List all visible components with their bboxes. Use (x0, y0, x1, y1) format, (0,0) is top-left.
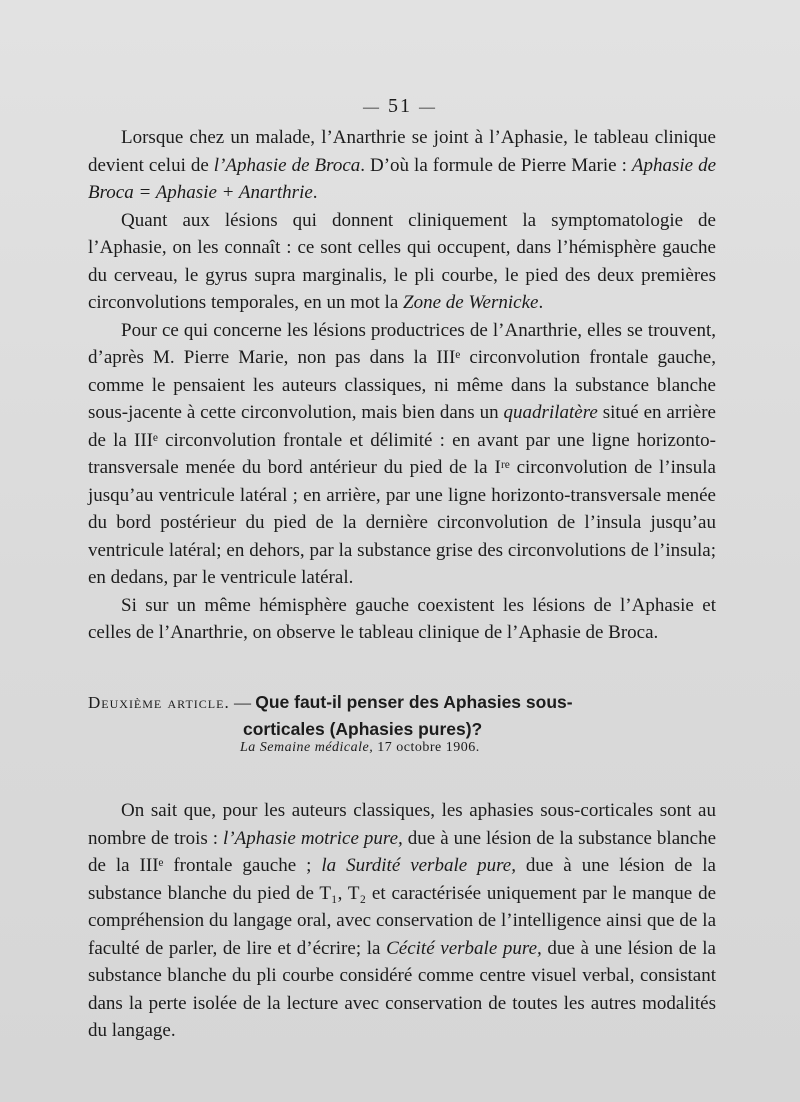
text-run: due à une lésion de la substance blanche du pied de T₁, T₂ et caractérisée uniquement par le manque de compréhension du langage oral, avec conservation de l’intelligence ainsi que de la faculté de parler, de lire et d’écrire; la (88, 855, 716, 959)
page-number (0, 95, 800, 118)
paragraph-broca (88, 124, 716, 207)
text-run: due à une lésion de la substance blanche du pli courbe considéré comme centre visuel verbal, consistant dans la perte isolée de la lecture avec conservation de toutes les autres modalités du langage. (88, 937, 716, 1041)
article-title-part2: corticales (Aphasies pures)? (243, 719, 483, 739)
page-number-dash-right: — (419, 99, 437, 116)
section-anarthrie (88, 124, 716, 647)
paragraph-aphasies-sous-corticales (88, 797, 716, 1045)
page-number-dash-left: — (363, 99, 381, 116)
heading-line-1 (88, 689, 716, 716)
section-aphasies-pures (88, 797, 716, 1045)
text-run: situé en arrière de la IIIᵉ circonvolution frontale et délimité : en avant par une ligne horizonto-transversale menée du bord antérieur du pied de la Iʳᵉ circonvolution de l’insula jusqu’au ventricule latéral ; en arrière, par une ligne horizonto-transversale menée du bord postérieur du pied de la dernière circonvolution de l’insula jusqu’au ventricule latéral; en dehors, par la substance grise des circonvolutions de l’insula; en dedans, par le ventricule latéral. (88, 402, 716, 588)
italic-run: l’Aphasie de Broca (213, 154, 361, 176)
italic-run: Zone de Wernicke (403, 292, 539, 313)
article-source (240, 740, 660, 756)
text-run: On sait que, pour les auteurs classiques, les aphasies sous-corticales sont au nombre de trois : (88, 800, 716, 849)
page-number-value: 51 (388, 95, 412, 117)
text-run: . D’où la formule de Pierre Marie : (360, 154, 632, 176)
text-run: Pour ce qui concerne les lésions productrices de l’Anarthrie, elles se trouvent, d’après M. Pierre Marie, non pas dans la IIIᵉ circonvolution frontale gauche, comme le pensaient les auteurs classiques, ni même dans la substance blanche sous-jacente à cette circonvolution, mais bien dans un (88, 319, 716, 423)
source-date: 17 octobre 1906. (373, 740, 480, 755)
article-label: Deuxième article. (88, 693, 230, 712)
paragraph-coexistence: Si sur un même hémisphère gauche coexistent les lésions de l’Aphasie et celles de l’Anarthrie, on observe le tableau clinique de l’Aphasie de Broca. (88, 594, 716, 643)
italic-formula: Aphasie de Broca = Aphasie + Anarthrie (88, 154, 717, 203)
text-run: . (312, 182, 318, 203)
text-run: . (538, 292, 544, 313)
italic-run: la Surdité verbale pure, (321, 855, 516, 876)
italic-run: quadrilatère (503, 402, 598, 423)
italic-run: l’Aphasie motrice pure, (223, 827, 403, 849)
italic-run: Cécité verbale pure, (386, 937, 542, 959)
paragraph-wernicke (88, 207, 716, 317)
article-heading (88, 689, 716, 742)
text-run: due à une lésion de la substance blanche de la IIIᵉ frontale gauche ; (88, 827, 717, 876)
source-journal: La Semaine médicale, (240, 740, 374, 755)
text-run: Quant aux lésions qui donnent cliniquement la symptomatologie de l’Aphasie, on les connaît : ce sont celles qui occupent, dans l’hémisphère gauche du cerveau, le gyrus supra marginalis, le pli courbe, le pied des deux premières circonvolutions temporales, en un mot la (88, 209, 716, 313)
text-run: Lorsque chez un malade, l’Anarthrie se joint à l’Aphasie, le tableau clinique devient celui de (88, 127, 716, 176)
article-title-part1: Que faut-il penser des Aphasies sous- (255, 692, 573, 712)
heading-dash: — (233, 693, 251, 712)
paragraph-lesions (88, 317, 716, 592)
